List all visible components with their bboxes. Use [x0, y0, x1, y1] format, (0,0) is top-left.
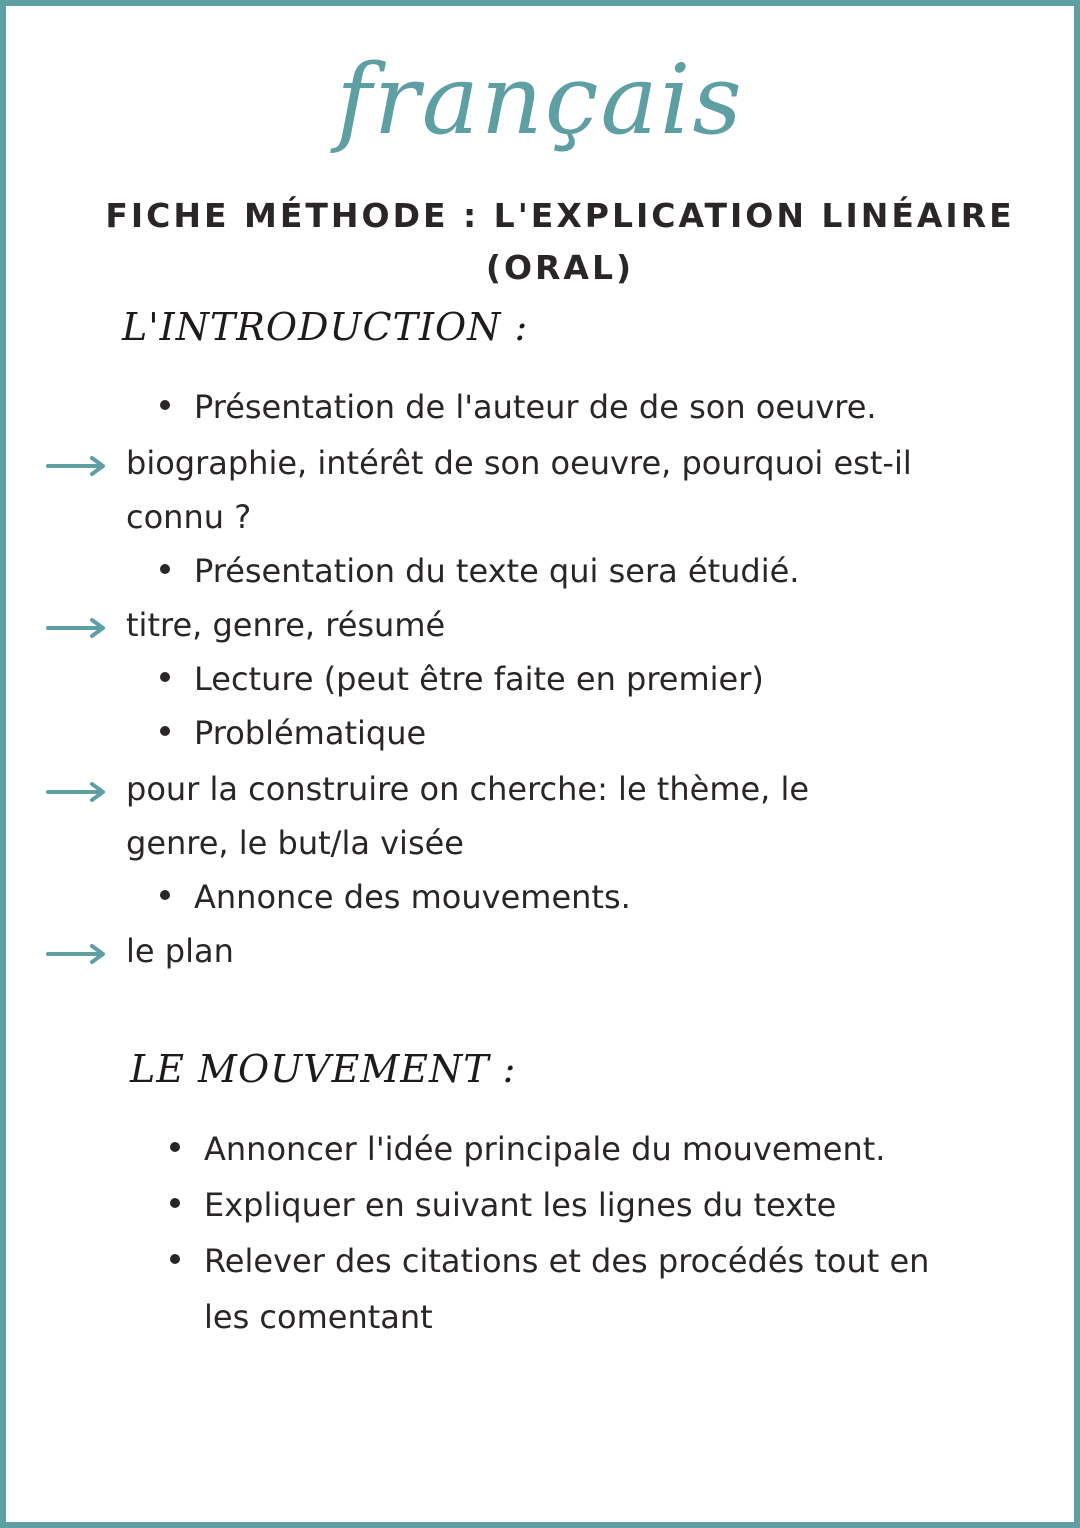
subject-title: français [336, 44, 744, 156]
intro-arrow-plan: le plan [126, 932, 234, 970]
mouvement-bullet-citations: Relever des citations et des procédés tout en [170, 1234, 929, 1288]
intro-arrow-construct-line1: pour la construire on cherche: le thème, le [126, 770, 810, 808]
mouvement-bullet-explain: Expliquer en suivant les lignes du texte [170, 1178, 836, 1232]
intro-bullet-movements: Annonce des mouvements. [160, 870, 631, 924]
bullet-dot [170, 1142, 180, 1152]
bullet-dot [160, 400, 170, 410]
bullet-dot [160, 726, 170, 736]
arrow-right-icon [46, 782, 108, 802]
intro-arrow-biography-line1: biographie, intérêt de son oeuvre, pourquoi est-il [126, 444, 912, 482]
bullet-dot [160, 890, 170, 900]
intro-bullet-author: Présentation de l'auteur de de son oeuvre. [160, 380, 877, 434]
arrow-right-icon [46, 944, 108, 964]
intro-bullet-text: Présentation du texte qui sera étudié. [160, 544, 799, 598]
sheet-title [90, 190, 1030, 294]
bullet-dot [160, 564, 170, 574]
sheet-title-line1: FICHE MÉTHODE : L'EXPLICATION LINÉAIRE [105, 196, 1015, 235]
intro-bullet-problematic: Problématique [160, 706, 426, 760]
arrow-right-icon [46, 618, 108, 638]
introduction-heading: L'INTRODUCTION : [122, 305, 529, 349]
intro-arrow-biography-line2: connu ? [126, 498, 252, 536]
intro-arrow-construct-line2: genre, le but/la visée [126, 824, 464, 862]
sheet-title-line2: (ORAL) [485, 248, 635, 287]
mouvement-bullet-citations-line2: les comentant [204, 1298, 433, 1336]
bullet-dot [170, 1254, 180, 1264]
bullet-dot [160, 672, 170, 682]
mouvement-heading: LE MOUVEMENT : [130, 1047, 517, 1091]
arrow-right-icon [46, 456, 108, 476]
bullet-dot [170, 1198, 180, 1208]
intro-arrow-title-genre: titre, genre, résumé [126, 606, 446, 644]
mouvement-bullet-idea: Annoncer l'idée principale du mouvement. [170, 1122, 885, 1176]
intro-bullet-reading: Lecture (peut être faite en premier) [160, 652, 764, 706]
